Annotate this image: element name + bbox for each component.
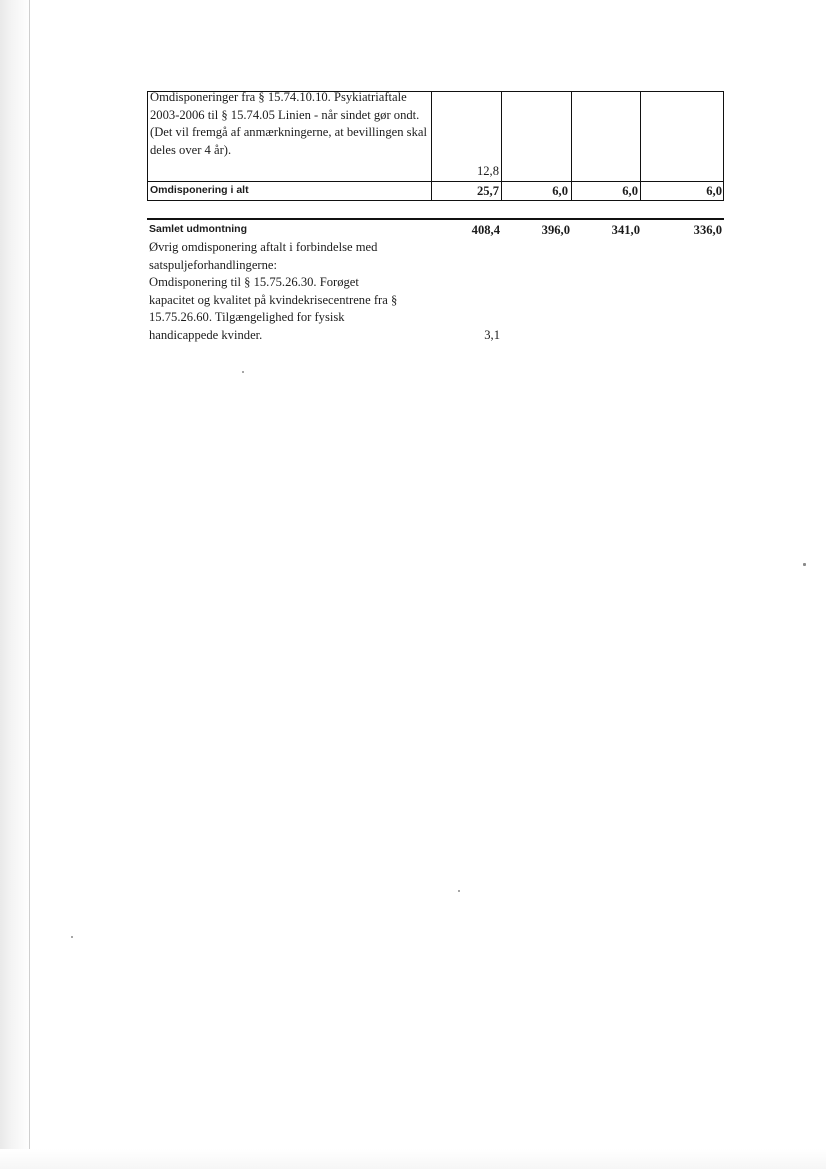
text-line: kapacitet og kvalitet på kvindekrisecentrene fra § [149,292,398,307]
other-reallocation-value: 3,1 [484,328,500,342]
summary-value-col4: 336,0 [693,223,722,237]
reallocation-description: Omdisponeringer fra § 15.74.10.10. Psykiatriaftale 2003-2006 til § 15.74.05 Linien - når sindet gør ondt. (Det vil fremgå af anmærkningerne, at bevillingen skal deles over 4 år). [150,90,427,157]
total-row-label: Omdisponering i alt [150,184,249,196]
column-divider [640,92,641,200]
summary-value-col1: 408,4 [471,223,500,237]
total-value-col3: 6,0 [622,184,638,198]
total-value-col2: 6,0 [552,184,568,198]
scan-speck [242,371,244,373]
scan-speck [803,563,806,566]
text-line: handicappede kvinder. [149,327,263,342]
row-value-col1: 12,8 [476,164,499,178]
scan-left-shadow [0,0,30,1169]
column-divider [501,92,502,200]
scan-edge-line [29,0,30,1169]
scan-speck [71,936,73,938]
text-line: Øvrig omdisponering aftalt i forbindelse med [149,240,378,254]
text-line: satspuljeforhandlingerne: [149,257,277,272]
total-value-col1: 25,7 [476,184,499,198]
text-line: Omdisponering til § 15.75.26.30. Forøget [149,275,359,289]
summary-value-col3: 341,0 [611,223,640,237]
text-line: 15.75.26.60. Tilgængelighed for fysisk [149,310,345,324]
total-value-col4: 6,0 [706,184,722,198]
summary-label: Samlet udmontning [149,223,247,235]
scan-bottom-shadow [0,1149,826,1169]
scan-speck [458,890,460,892]
reallocation-table [147,91,724,201]
summary-value-col2: 396,0 [541,223,570,237]
other-reallocation-text [149,239,439,344]
column-divider [571,92,572,200]
section-rule [147,218,724,220]
